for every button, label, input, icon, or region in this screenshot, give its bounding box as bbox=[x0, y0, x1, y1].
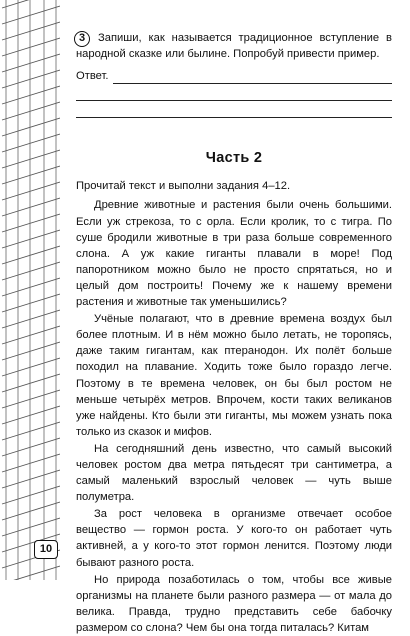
answer-row bbox=[76, 68, 392, 84]
part-title: Часть 2 bbox=[205, 150, 263, 167]
task-3-text: Запиши, как называется традиционное вступление в народной сказке или былине. Попробуй привести пример. bbox=[76, 32, 392, 61]
text-paragraph: На сегодняшний день известно, что самый высокий человек ростом два метра пятьдесят три сантиметра, а самый маленький взрослый человек — чуть выше полуметра. bbox=[76, 442, 392, 504]
task-3 bbox=[76, 30, 392, 118]
text-paragraph: Но природа позаботилась о том, чтобы все живые организмы на планете были разного размера — от мала до велика. Правда, трудно представить себе бабочку размером со слона? Чем бы она тогда питалась? Китам bbox=[76, 573, 392, 634]
text-paragraph: Древние животные и растения были очень большими. Если уж стрекоза, то с орла. Если кролик, то с тигра. По суше бродили животные в три раза больше современного слона. А уж какие гиганты плавали в море! Под папоротником можно было не просто спрятаться, но и целый дом построить! Почему же к нашему времени растения и животные так уменьшились? bbox=[76, 199, 392, 309]
answer-line[interactable] bbox=[76, 84, 392, 101]
answer-line[interactable] bbox=[76, 101, 392, 118]
margin-ruling bbox=[0, 0, 60, 580]
page-number: 10 bbox=[34, 540, 58, 559]
text-paragraph: Учёные полагают, что в древние времена воздух был более плотным. И в нём можно было летать, не торопясь, даже таким гигантам, как птеранодон. Их полёт больше походил на плавание. Ходить тоже было гораздо легче. Поэтому в те времена человек, он бы был ростом не меньше четырёх метров. Впрочем, кости таких великанов уже найдены. Кто были эти гиганты, мы можем узнать пока только из сказок и мифов. bbox=[76, 313, 392, 438]
answer-label: Ответ. bbox=[76, 70, 109, 83]
page-content bbox=[76, 30, 392, 636]
answer-line[interactable] bbox=[113, 71, 393, 84]
instruction: Прочитай текст и выполни задания 4–12. bbox=[76, 180, 291, 193]
text-paragraph: За рост человека в организме отвечает особое вещество — гормон роста. У кого-то он работает чуть активней, а у кого-то этот гормон ленится. Поэтому люди бывают разного роста. bbox=[76, 508, 392, 569]
task-number-badge: 3 bbox=[74, 31, 90, 47]
